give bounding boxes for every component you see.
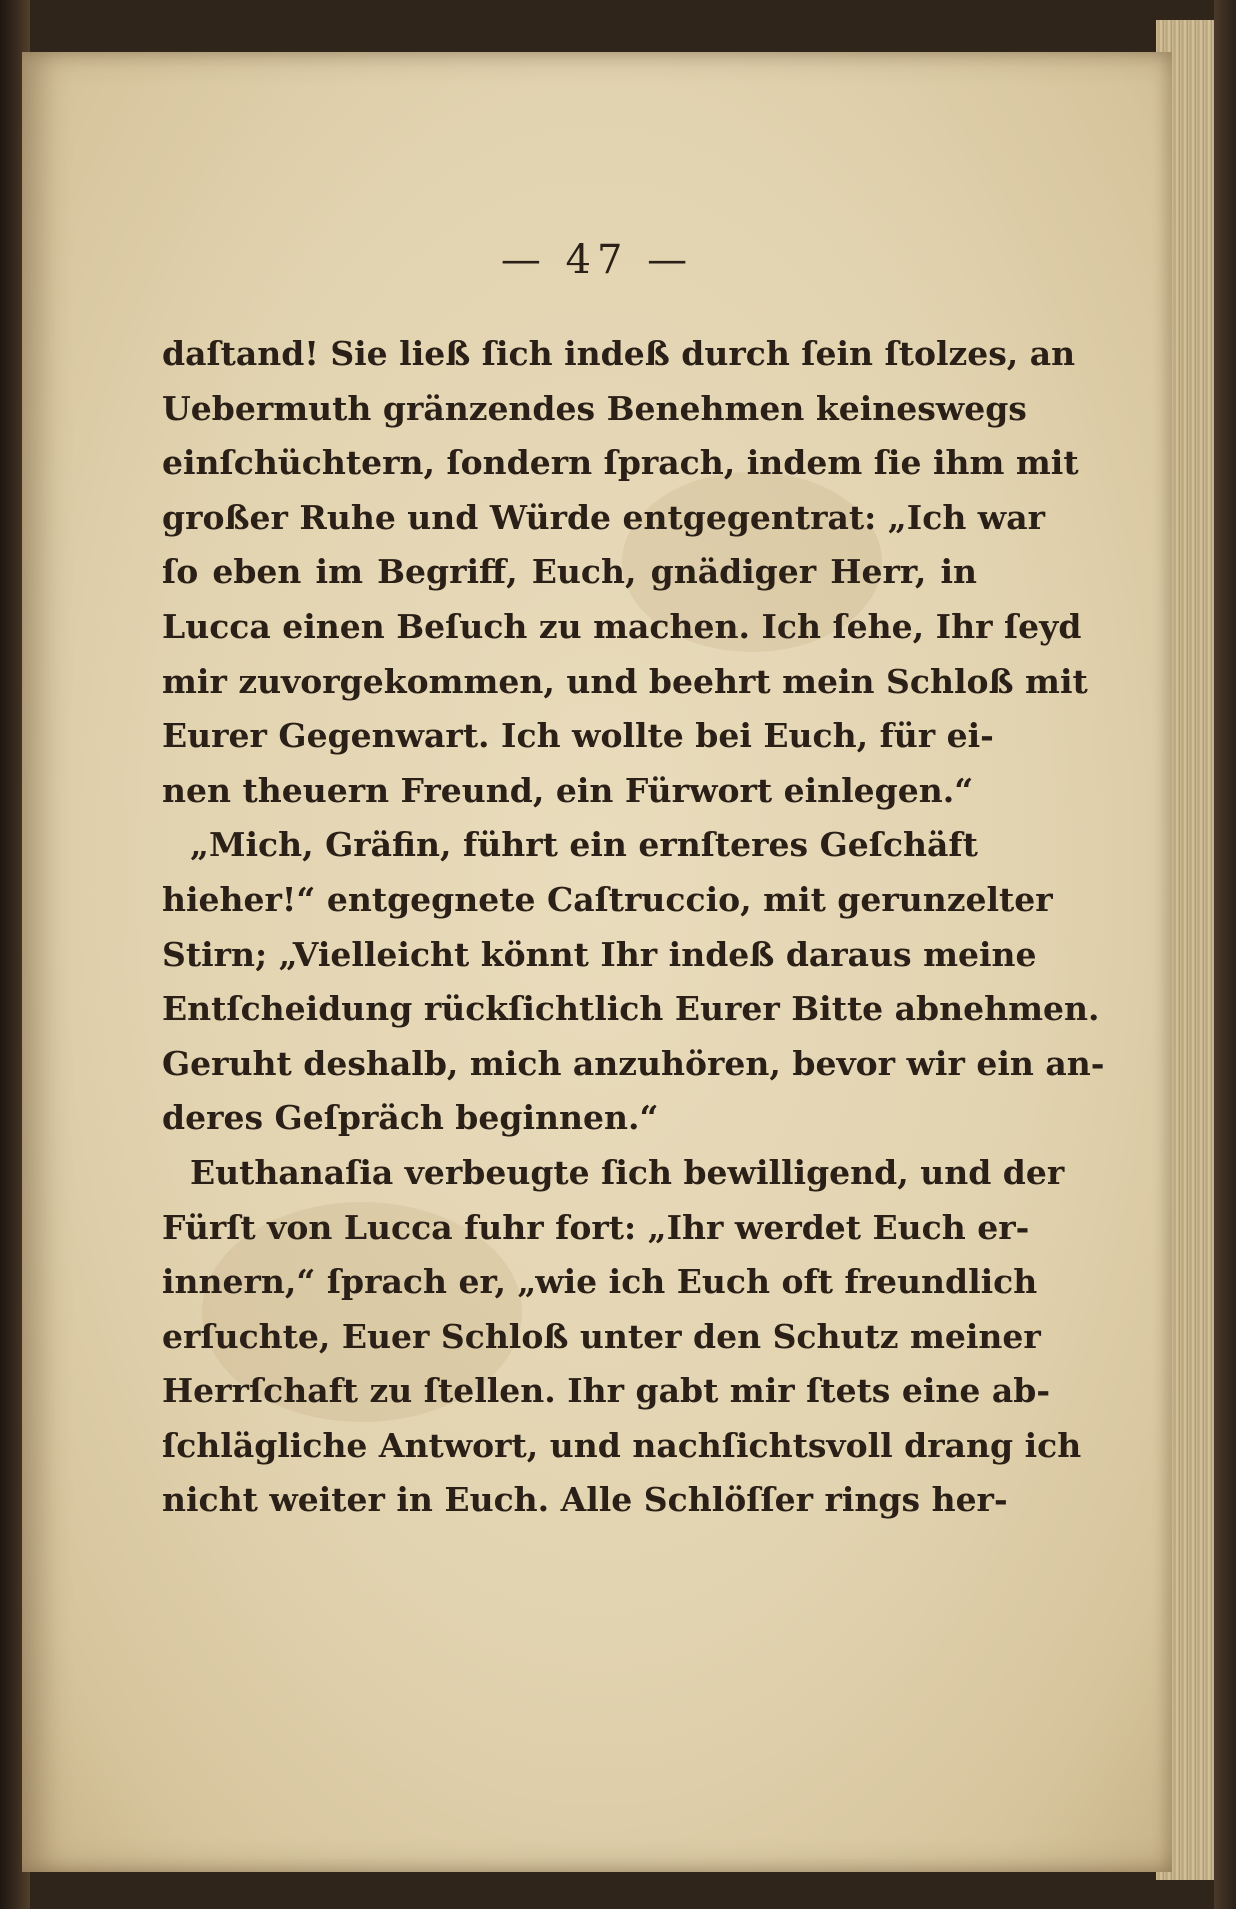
text-line-18: innern,“ ſprach er, „wie ich Euch oft freundlich xyxy=(162,1262,1038,1302)
text-line-15: deres Geſpräch beginnen.“ xyxy=(162,1098,659,1138)
text-line-16: Euthanaſia verbeugte ſich bewilligend, und der xyxy=(190,1152,1065,1192)
text-line-21: ſchlägliche Antwort, und nachſichtsvoll drang ich xyxy=(162,1425,1082,1465)
book-page xyxy=(22,52,1172,1872)
text-line-2: Uebermuth gränzendes Benehmen keineswegs xyxy=(162,388,1027,428)
text-line-10: „Mich, Gräfin, führt ein ernſteres Geſchäft xyxy=(190,825,978,865)
text-line-1: daſtand! Sie ließ ſich indeß durch ſein ſtolzes, an xyxy=(162,334,1076,373)
text-line-9: nen theuern Freund, ein Fürwort einlegen.“ xyxy=(162,770,974,810)
book-cover-right xyxy=(1214,0,1236,1909)
text-line-19: erſuchte, Euer Schloß unter den Schutz meiner xyxy=(162,1316,1041,1356)
text-line-8: Eurer Gegenwart. Ich wollte bei Euch, für ei- xyxy=(162,716,994,756)
text-line-3: einſchüchtern, ſondern ſprach, indem ſie ihm mit xyxy=(162,443,1079,483)
text-line-11: hieher!“ entgegnete Caſtruccio, mit gerunzelter xyxy=(162,879,1053,919)
text-line-12: Stirn; „Vielleicht könnt Ihr indeß daraus meine xyxy=(162,934,1037,974)
text-line-5: ſo eben im Begriff, Euch, gnädiger Herr, in xyxy=(162,552,977,592)
text-line-6: Lucca einen Beſuch zu machen. Ich ſehe, Ihr ſeyd xyxy=(162,606,1082,646)
text-line-14: Geruht deshalb, mich anzuhören, bevor wir ein an- xyxy=(162,1043,1105,1083)
text-line-13: Entſcheidung rückſichtlich Eurer Bitte abnehmen. xyxy=(162,989,1100,1029)
text-line-4: großer Ruhe und Würde entgegentrat: „Ich war xyxy=(162,497,1045,537)
text-line-22: nicht weiter in Euch. Alle Schlöſſer rings her- xyxy=(162,1480,1008,1520)
page-number: — 47 — xyxy=(500,237,694,283)
page-body-text xyxy=(162,327,1105,1528)
text-line-20: Herrſchaft zu ſtellen. Ihr gabt mir ſtets eine ab- xyxy=(162,1371,1051,1411)
text-line-17: Fürſt von Lucca fuhr fort: „Ihr werdet Euch er- xyxy=(162,1207,1030,1247)
text-line-7: mir zuvorgekommen, und beehrt mein Schloß mit xyxy=(162,661,1088,701)
